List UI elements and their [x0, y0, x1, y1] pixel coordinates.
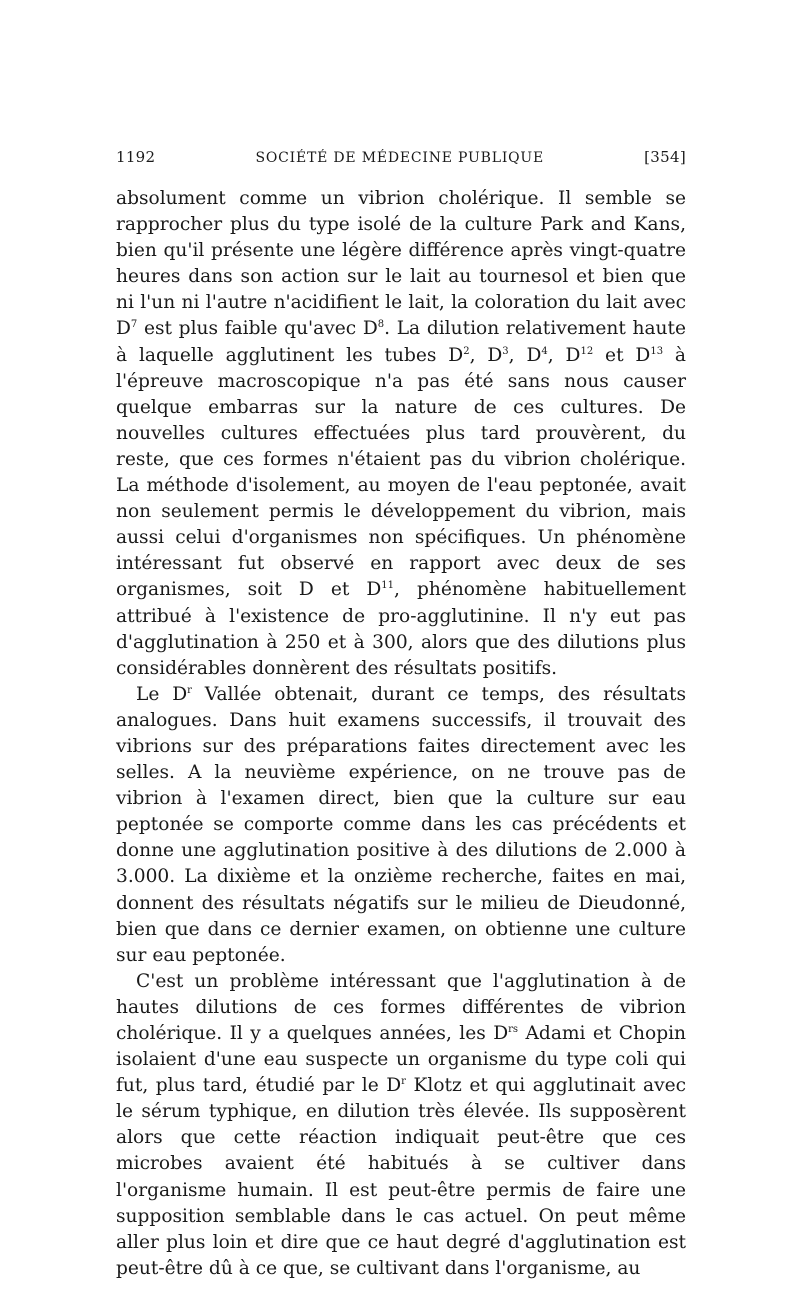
superscript: 3	[502, 345, 509, 357]
superscript: 13	[650, 345, 664, 357]
text-run: , D	[547, 344, 581, 366]
section-reference: [354]	[644, 148, 686, 166]
text-run: C'est un problème intéressant que l'agglutination à de hautes dilutions de ces formes différentes de vibrion cholérique. Il y a quelques années, les D	[116, 970, 686, 1044]
text-run: , D	[508, 344, 542, 366]
text-run: Le D	[136, 683, 188, 705]
page-number: 1192	[116, 148, 156, 166]
text-run: Adami et Chopin isolaient d'une eau suspecte un organisme du type coli qui fut, plus tard, étudié par le D	[116, 1023, 687, 1097]
text-run: est plus faible qu'avec D	[137, 318, 378, 340]
running-title: SOCIÉTÉ DE MÉDECINE PUBLIQUE	[255, 150, 545, 166]
running-head	[116, 148, 686, 166]
text-run: . La dilution relativement haute à laquelle agglutinent les tubes D	[116, 318, 686, 366]
text-run: Klotz et qui agglutinait avec le sérum typhique, en dilution très élevée. Ils supposèrent alors que cette réaction indiquait peut-être que ces microbes avaient été habitués à se cultiver dans l'organisme humain. Il est peut-être permis de faire une supposition semblable dans le cas actuel. On peut même aller plus loin et dire que ce haut degré d'agglutination est peut-être dû à ce que, se cultivant dans l'organisme, au	[116, 1075, 686, 1279]
superscript: r	[401, 1076, 406, 1087]
superscript: 12	[580, 345, 594, 357]
text-run: , D	[469, 344, 503, 366]
paragraph	[116, 186, 686, 682]
text-run: , phénomène habituellement attribué à l'existence de pro-agglutinine. Il n'y eut pas d'agglutination à 250 et à 300, alors que des dilutions plus considérables donnèrent des résultats positifs.	[116, 579, 686, 679]
superscript: 4	[541, 345, 548, 357]
text-run: absolument comme un vibrion cholérique. Il semble se rapprocher plus du type isolé de la culture Park and Kans, bien qu'il présente une légère différence après vingt-quatre heures dans son action sur le lait au tournesol et bien que ni l'un ni l'autre n'acidifient le lait, la coloration du lait avec D	[116, 188, 686, 340]
body-text	[116, 186, 686, 1282]
text-run: à l'épreuve macroscopique n'a pas été sans nous causer quelque embarras sur la nature de ces cultures. De nouvelles cultures effectuées plus tard prouvèrent, du reste, que ces formes n'étaient pas du vibrion cholérique. La méthode d'isolement, au moyen de l'eau peptonée, avait non seulement permis le développement du vibrion, mais aussi celui d'organismes non spécifiques. Un phénomène intéressant fut observé en rapport avec deux de ses organismes, soit D et D	[116, 344, 687, 601]
superscript: rs	[508, 1023, 519, 1035]
superscript: 11	[381, 580, 394, 592]
text-run: Vallée obtenait, durant ce temps, des résultats analogues. Dans huit examens successifs, il trouvait des vibrions sur des préparations faites directement avec les selles. A la neuvième expérience, on ne trouve pas de vibrion à l'examen direct, bien que la culture sur eau peptonée se comporte comme dans les cas précédents et donne une agglutination positive à des dilutions de 2.000 à 3.000. La dixième et la onzième recherche, faites en mai, donnent des résultats négatifs sur le milieu de Dieudonné, bien que dans ce dernier examen, on obtienne une culture sur eau peptonée.	[116, 683, 686, 966]
superscript: r	[187, 684, 192, 696]
superscript: 2	[463, 345, 470, 357]
paragraph	[116, 969, 686, 1282]
paragraph	[116, 682, 686, 969]
superscript: 7	[130, 319, 138, 331]
text-run: et D	[593, 344, 651, 366]
superscript: 8	[377, 319, 385, 331]
